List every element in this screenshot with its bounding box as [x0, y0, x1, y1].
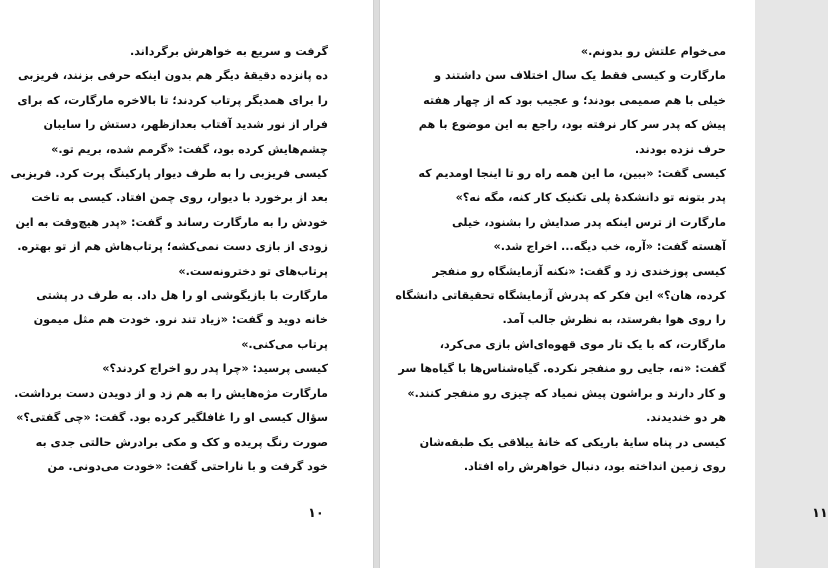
- text-line: خیلی با هم صمیمی بودند؛ و عجیب بود که از چهار هفته: [423, 93, 726, 107]
- text-line: زودی از بازی دست نمی‌کشه؛ پرتاب‌هاش هم از تو بهتره.: [17, 240, 328, 254]
- text-line: کیسی گفت: «ببین، ما این همه راه رو تا اینجا اومدیم که: [418, 167, 726, 181]
- text-line: خود گرفت و با ناراحتی گفت: «خودت می‌دونی. من: [47, 459, 328, 473]
- text-line: پدر بتونه تو دانشکدهٔ پلی تکنیک کار کنه، مگه نه؟»: [455, 191, 726, 205]
- left-page-text: [10, 40, 328, 479]
- text-line: و کار دارند و براشون پیش نمیاد که چیزی رو منفجر کنند.»: [407, 386, 726, 400]
- right-page-number: ۱۱: [812, 506, 828, 521]
- text-line: پیش که پدر سر کار نرفته بود، راجع به این موضوع با هم: [418, 118, 726, 132]
- text-line: بعد از برخورد با دیوار، روی چمن افتاد. کیسی به تاخت: [31, 191, 328, 205]
- text-line: هر دو خندیدند.: [646, 411, 726, 425]
- text-line: گرفت و سریع به خواهرش برگرداند.: [129, 45, 328, 58]
- text-line: کرده، هان؟» این فکر که پدرش آزمایشگاه تحقیقاتی دانشگاه: [395, 289, 726, 303]
- text-line: مارگارت با بازیگوشی او را هل داد. به طرف در پشتی: [36, 289, 328, 303]
- text-line: حرف نزده بودند.: [634, 142, 726, 156]
- text-line: کیسی فریزبی را به طرف دیوار پارکینگ پرت کرد. فریزبی: [10, 167, 328, 181]
- text-line: را روی هوا بفرستد، به نظرش جالب آمد.: [502, 313, 726, 327]
- text-line: خودش را به مارگارت رساند و گفت: «پدر هیچ‌وقت به این: [15, 215, 328, 229]
- text-line: مارگارت، که با یک تار موی قهوه‌ای‌اش بازی می‌کرد،: [439, 337, 726, 351]
- text-line: گفت: «نه، جایی رو منفجر نکرده. گیاه‌شناس‌ها با گیاه‌ها سر: [398, 362, 726, 376]
- right-page: [379, 0, 828, 568]
- text-line: روی زمین انداخته بود، دنبال خواهرش راه افتاد.: [463, 459, 726, 473]
- text-line: کیسی پرسید: «چرا پدر رو اخراج کردند؟»: [102, 362, 328, 376]
- left-page: [0, 0, 374, 568]
- text-line: سؤال کیسی او را غافلگیر کرده بود. گفت: «چی گفتی؟»: [16, 411, 328, 425]
- text-line: پرتاب‌های تو دخترونه‌ست.»: [178, 264, 328, 278]
- text-line: می‌خوام علتش رو بدونم.»: [580, 45, 726, 58]
- text-line: صورت رنگ پریده و کک و مکی برادرش حالتی جدی به: [35, 435, 328, 449]
- text-line: فرار از نور شدید آفتاب بعدازظهر، دستش را سایبان: [43, 118, 328, 132]
- text-line: چشم‌هایش کرده بود، گفت: «گرمم شده، بریم تو.»: [51, 142, 328, 156]
- text-line: خانه دوید و گفت: «زیاد تند نرو. خودت هم مثل میمون: [33, 313, 328, 327]
- text-line: را برای همدیگر پرتاب کردند؛ تا بالاخره مارگارت، که برای: [17, 93, 328, 107]
- text-line: مارگارت از ترس اینکه پدر صدایش را بشنود، خیلی: [451, 215, 726, 229]
- text-line: کیسی در پناه سایهٔ باریکی که خانهٔ ییلاقی یک طبقه‌شان: [419, 435, 726, 449]
- text-line: مارگارت مژه‌هایش را به هم زد و از دویدن دست برداشت.: [14, 386, 328, 400]
- text-line: ده پانزده دقیقهٔ دیگر هم بدون اینکه حرفی بزنند، فریزبی: [17, 69, 328, 83]
- text-line: مارگارت و کیسی فقط یک سال اختلاف سن داشتند و: [434, 69, 726, 83]
- right-page-text: [395, 40, 726, 479]
- text-line: پرتاب می‌کنی.»: [241, 337, 328, 351]
- left-page-number: ۱۰: [308, 506, 324, 521]
- text-line: آهسته گفت: «آره، خب دیگه... اخراج شد.»: [493, 240, 726, 254]
- text-line: کیسی پوزخندی زد و گفت: «نکنه آزمایشگاه رو منفجر: [432, 264, 726, 278]
